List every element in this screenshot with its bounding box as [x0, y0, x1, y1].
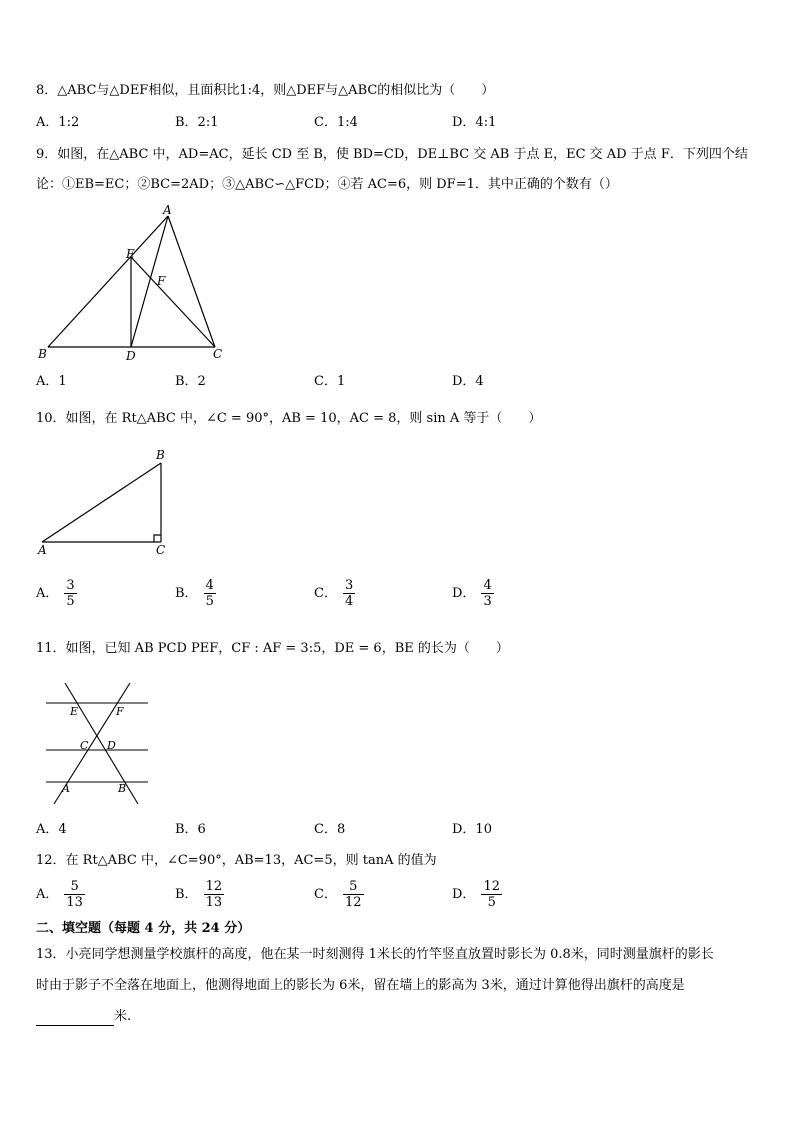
q11-option-c: C．8 [314, 822, 346, 837]
q9-option-d: D．4 [452, 374, 484, 389]
fraction: $\frac{3}{4}$ [344, 578, 354, 609]
q12-option-a: A． $\frac{5}{13}$ [36, 879, 83, 910]
q9-label-b: B [38, 347, 47, 361]
q9-line1: 9．如图，在△ABC 中，AD=AC，延长 CD 至 B，使 BD=CD，DE⊥BC 交 AB 于点 E，EC 交 AD 于点 F．下列四个结 [36, 147, 748, 162]
q10-text: 10．如图，在 Rt△ABC 中，∠C = 90°，AB = 10，AC = 8，则 sin A 等于（ ） [36, 411, 542, 426]
q11-option-a: A．4 [36, 822, 67, 837]
fraction: $\frac{12}{13}$ [205, 879, 223, 910]
fraction: $\frac{4}{3}$ [483, 578, 492, 609]
q8-option-c: C．1:4 [314, 115, 358, 130]
q10-option-c: C． $\frac{3}{4}$ [314, 578, 354, 609]
q11-label-e: E [70, 705, 79, 718]
q9-label-f: F [157, 274, 166, 288]
q13-line1: 13．小亮同学想测量学校旗杆的高度，他在某一时刻测得 1米长的竹竿竖直放置时影长为 0.8米，同时测量旗杆的影长 [36, 947, 714, 962]
q11-label-f: F [116, 705, 124, 718]
q13-line3 [36, 1008, 131, 1026]
q9-option-b: B．2 [175, 374, 206, 389]
q10-option-a: A． $\frac{3}{5}$ [36, 578, 75, 609]
q11-text: 11．如图，已知 AB PCD PEF，CF : AF = 3:5，DE = 6，BE 的长为（ ） [36, 641, 509, 656]
q13-line2: 时由于影子不全落在地面上，他测得地面上的影长为 6米，留在墙上的影高为 3米，通过计算他得出旗杆的高度是 [36, 978, 685, 993]
q9-segment-ac [168, 216, 215, 347]
q10-segment-ab [42, 463, 161, 542]
q9-line2: 论：①EB=EC；②BC=2AD；③△ABC∽△FCD；④若 AC=6，则 DF=1．其中正确的个数有（） [36, 177, 618, 192]
q10-figure [30, 446, 180, 558]
fraction: $\frac{5}{13}$ [66, 879, 83, 910]
q11-option-d: D．10 [452, 822, 492, 837]
fraction: $\frac{4}{5}$ [205, 578, 214, 609]
q9-label-e: E [126, 247, 135, 261]
q11-label-a: A [62, 782, 70, 795]
q11-figure [36, 677, 158, 809]
q11-label-d: D [107, 739, 116, 752]
q10-right-angle-mark [154, 535, 161, 542]
q9-label-d: D [126, 349, 136, 363]
q8-option-b: B．2:1 [175, 115, 219, 130]
q10-label-a: A [38, 543, 47, 557]
q9-option-c: C．1 [314, 374, 346, 389]
q9-label-a: A [163, 203, 172, 217]
q9-option-a: A．1 [36, 374, 67, 389]
q9-figure [30, 200, 240, 365]
q12-option-d: D． $\frac{12}{5}$ [452, 879, 500, 910]
q12-text: 12．在 Rt△ABC 中，∠C=90°，AB=13，AC=5，则 tanA 的值为 [36, 853, 437, 868]
q11-transversal-eb [65, 683, 138, 804]
q11-option-b: B．6 [175, 822, 206, 837]
q13-tail: 米. [114, 1009, 132, 1024]
fraction: $\frac{5}{12}$ [344, 879, 362, 910]
answer-blank[interactable] [36, 1011, 114, 1026]
q9-label-c: C [213, 347, 223, 361]
q8-text: 8．△ABC与△DEF相似，且面积比1:4，则△DEF与△ABC的相似比为（ ） [36, 83, 495, 98]
q10-label-c: C [156, 543, 166, 557]
q8-option-d: D．4:1 [452, 115, 497, 130]
q12-option-b: B． $\frac{12}{13}$ [175, 879, 223, 910]
q10-option-b: B． $\frac{4}{5}$ [175, 578, 214, 609]
q11-label-b: B [118, 782, 127, 795]
q10-option-d: D． $\frac{4}{3}$ [452, 578, 492, 609]
q11-label-c: C [80, 739, 89, 752]
q8-option-a: A．1:2 [36, 115, 80, 130]
q12-option-c: C． $\frac{5}{12}$ [314, 879, 362, 910]
fraction: $\frac{3}{5}$ [66, 578, 75, 609]
fraction: $\frac{12}{5}$ [483, 879, 500, 910]
q10-label-b: B [156, 448, 165, 462]
section-title: 二、填空题（每题 4 分，共 24 分） [36, 921, 251, 936]
